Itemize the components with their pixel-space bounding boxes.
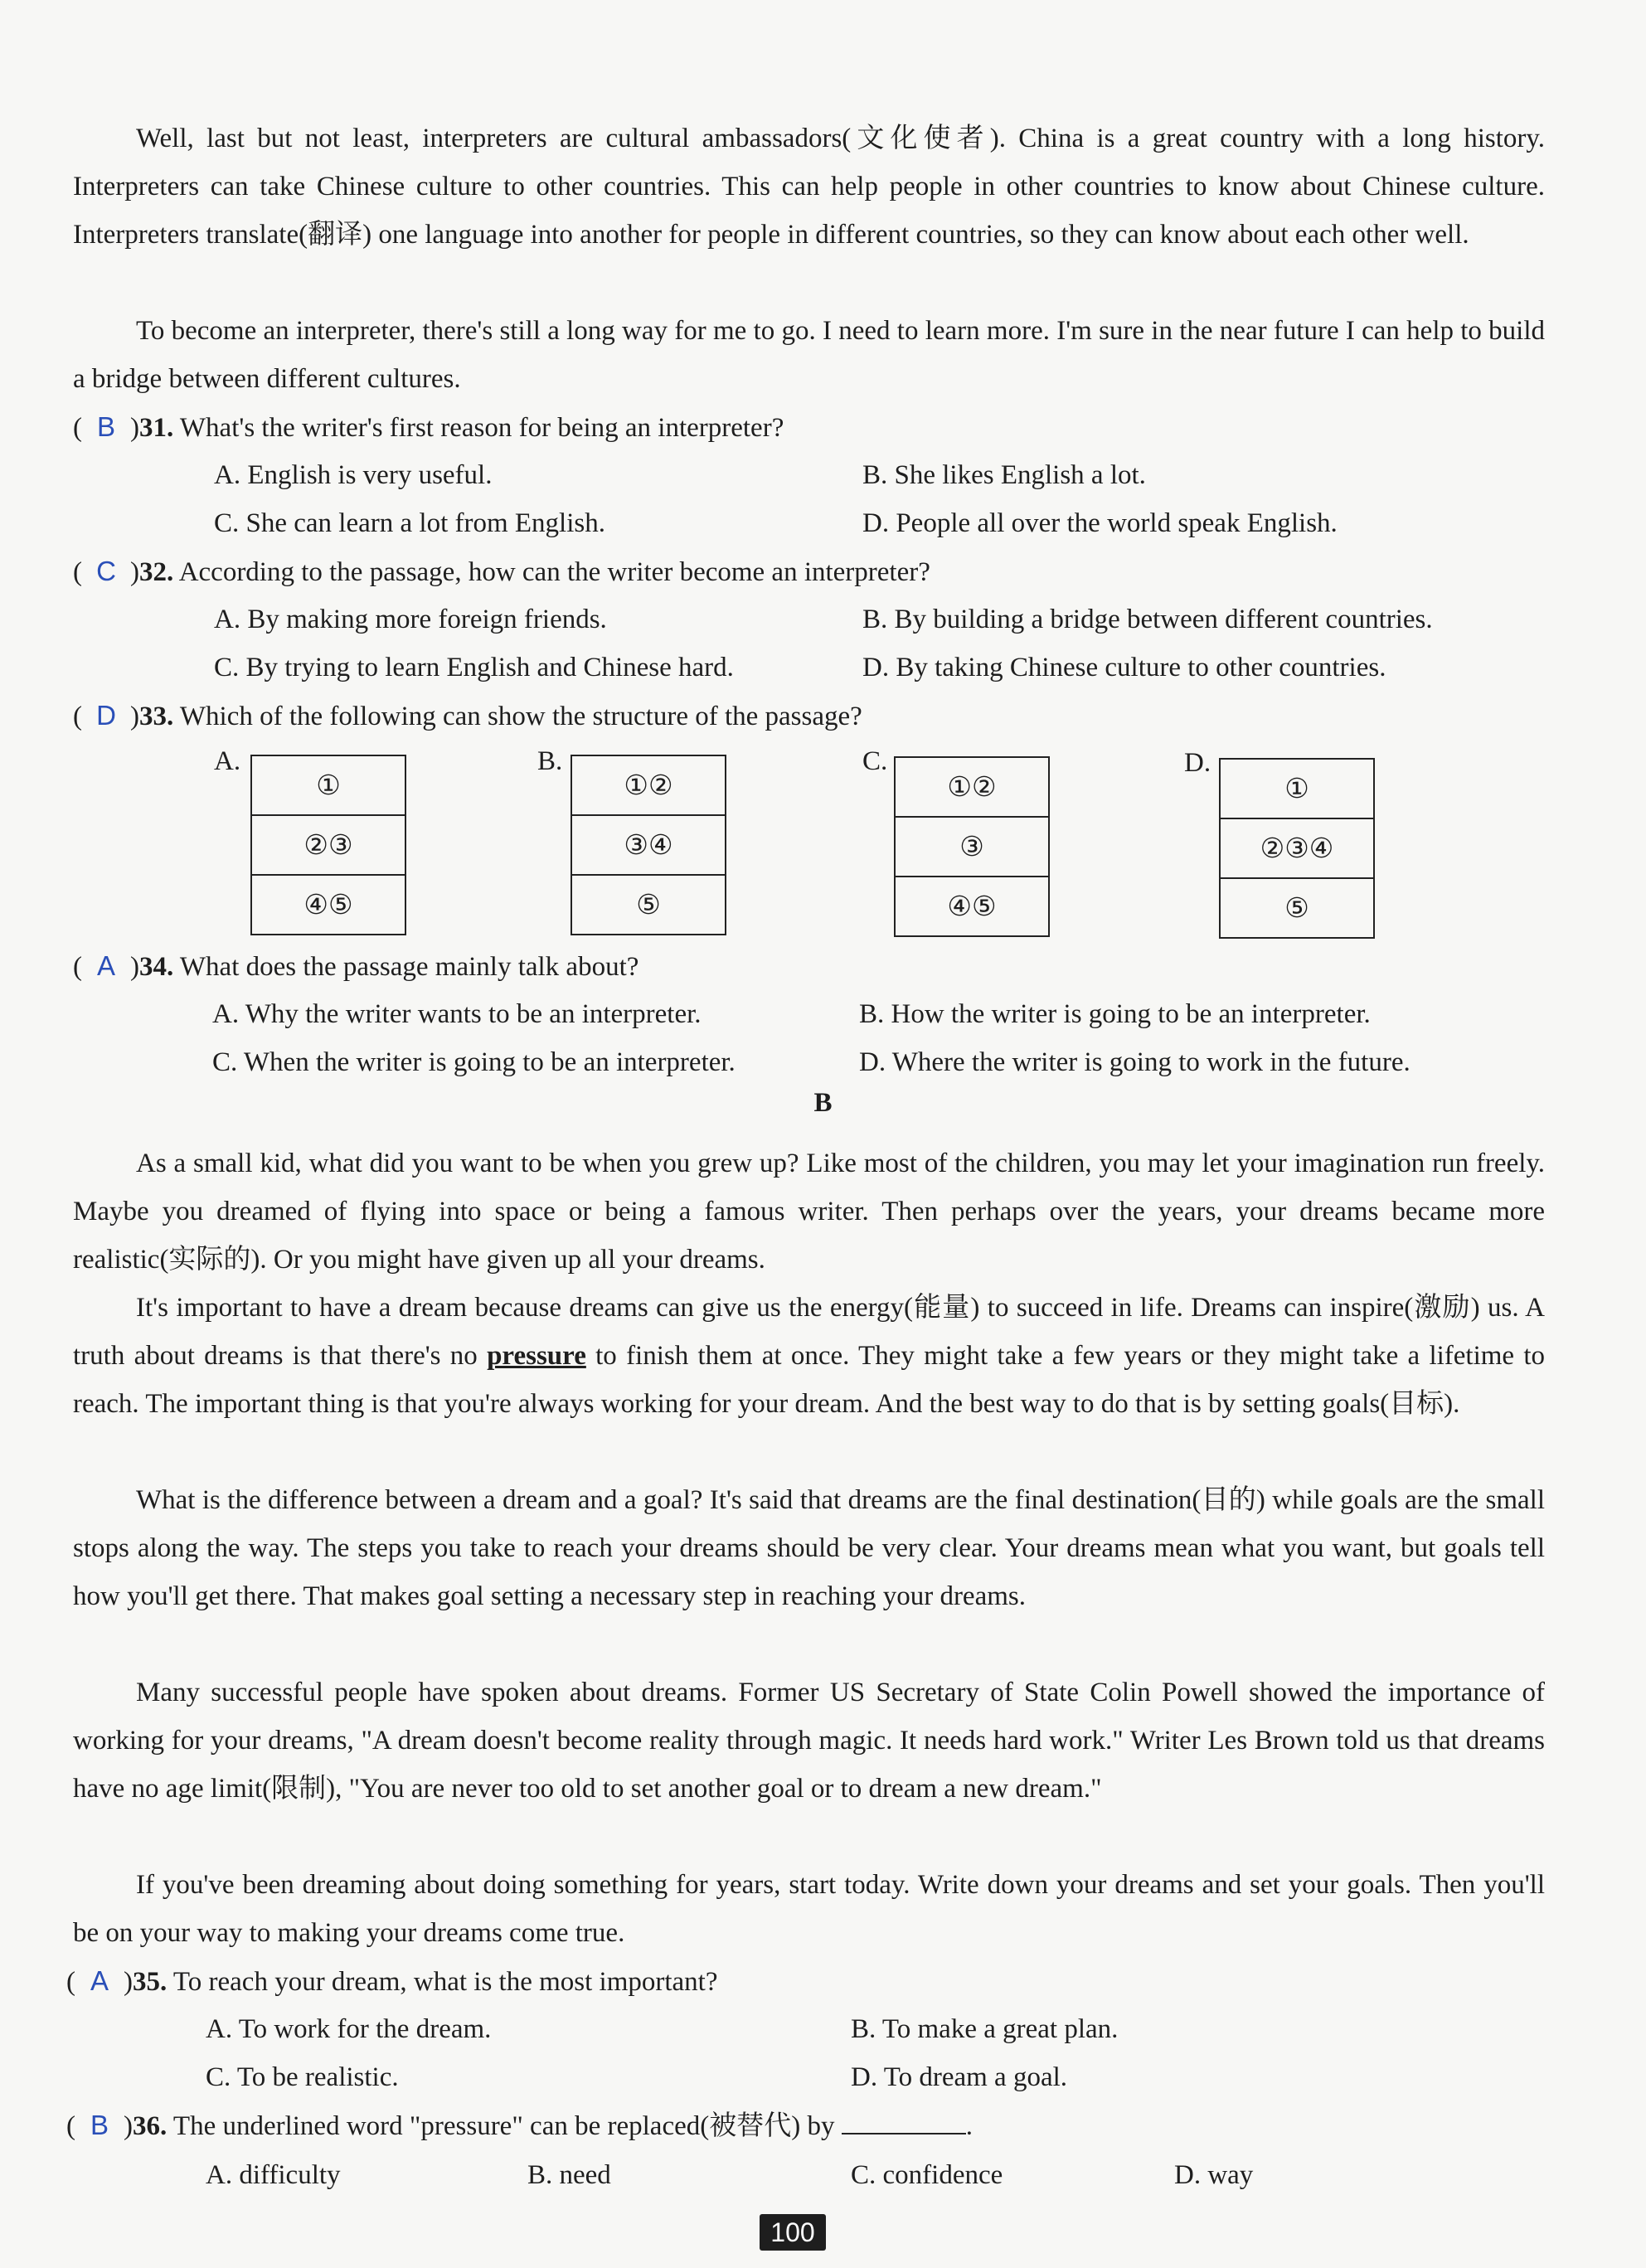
option-34-b: B. How the writer is going to be an interpreter. [859,999,1371,1029]
option-32-c: C. By trying to learn English and Chinese hard. [214,653,734,682]
structure-row: ⑤ [636,888,661,920]
answer-35: A [90,1965,109,1996]
answer-36: B [90,2110,109,2140]
option-35-b: B. To make a great plan. [851,2014,1119,2044]
question-32: ( C )32. According to the passage, how can the writer become an interpreter? [73,547,930,596]
question-31: ( B )31. What's the writer's first reason for being an interpreter? [73,403,784,452]
structure-row: ②③④ [1221,819,1373,879]
option-32-d: D. By taking Chinese culture to other countries. [862,653,1386,682]
passage-b-paragraph-5: If you've been dreaming about doing something for years, start today. Write down your dreams and set your goals. Then you'll be on your way to making your dreams come true. [73,1870,1545,1948]
option-34-c: C. When the writer is going to be an interpreter. [212,1047,736,1077]
section-heading: B [813,1088,833,1118]
option-31-c: C. She can learn a lot from English. [214,508,605,538]
option-36-a: A. difficulty [206,2160,341,2190]
question-35: ( A )35. To reach your dream, what is the most important? [66,1957,718,2006]
structure-row: ④⑤ [947,890,997,922]
structure-row: ④⑤ [303,888,353,920]
answer-32: C [96,556,116,586]
structure-b-label: B. [537,746,563,776]
passage-b-paragraph-2 [73,1284,1545,1428]
question-text: What's the writer's first reason for being an interpreter? [179,413,784,443]
question-number: 31. [139,413,174,443]
question-number: 33. [139,702,174,731]
option-31-b: B. She likes English a lot. [862,460,1146,490]
structure-row: ① [1221,760,1373,819]
question-number: 34. [139,952,174,982]
option-35-d: D. To dream a goal. [851,2062,1068,2092]
structure-c-label: C. [862,746,888,776]
structure-row: ⑤ [1284,891,1309,924]
question-text: What does the passage mainly talk about? [179,952,639,982]
structure-row: ① [252,756,405,816]
option-34-d: D. Where the writer is going to work in the future. [859,1047,1411,1077]
answer-blank [842,2108,966,2134]
structure-a-diagram [250,755,406,935]
structure-c-diagram [894,756,1050,937]
underlined-word: pressure [487,1341,586,1371]
option-36-b: B. need [527,2160,611,2190]
structure-row: ①② [896,758,1048,818]
paragraph-text: to finish them at once. They might take a few years or they might take a lifetime to reach. The important thing is that you're always working for your dream. And the best way to do that is by setting goals(目标). [73,1341,1546,1419]
passage-a-paragraph-2: To become an interpreter, there's still a long way for me to go. I need to learn more. I'm sure in the near future I can help to build a bridge between different cultures. [73,316,1545,394]
question-33: ( D )33. Which of the following can show the structure of the passage? [73,692,862,741]
answer-31: B [96,411,115,442]
structure-row: ③④ [572,816,725,876]
page-number: 100 [760,2214,826,2251]
structure-d-label: D. [1184,748,1211,778]
option-36-c: C. confidence [851,2160,1003,2190]
option-31-a: A. English is very useful. [214,460,493,490]
option-36-d: D. way [1174,2160,1254,2190]
passage-b-paragraph-1: As a small kid, what did you want to be when you grew up? Like most of the children, you may let your imagination run freely. Maybe you dreamed of flying into space or being a famous writer. Then perhaps over the years, your dreams became more realistic(实际的). Or you might have given up all your dreams. [73,1149,1545,1275]
question-text: The underlined word "pressure" can be replaced(被替代) by [172,2111,835,2141]
structure-row: ①② [572,756,725,816]
answer-33: D [96,700,116,731]
passage-a-paragraph-1: Well, last but not least, interpreters are cultural ambassadors(文化使者). China is a great country with a long history. Interpreters can take Chinese culture to other countries. This can help people in other countries to know about Chinese culture. Interpreters translate(翻译) one language into another for people in different countries, so they can know about each other well. [73,124,1545,250]
structure-a-label: A. [214,746,241,776]
question-36: ( B )36. The underlined word "pressure" can be replaced(被替代) by . [66,2101,973,2150]
structure-d-diagram [1219,758,1375,939]
question-text: Which of the following can show the structure of the passage? [179,702,862,731]
option-32-b: B. By building a bridge between different countries. [862,605,1433,634]
structure-row: ③ [896,818,1048,877]
paragraph-text: It's important to have a dream because dreams can give us the energy(能量) to succeed in life. Dreams can inspire(激励) us. A truth about dreams is that there's no [73,1293,1545,1371]
answer-34: A [96,950,115,981]
option-32-a: A. By making more foreign friends. [214,605,607,634]
question-number: 32. [139,557,174,587]
option-31-d: D. People all over the world speak English. [862,508,1338,538]
question-text: According to the passage, how can the writer become an interpreter? [178,557,930,587]
passage-b-paragraph-3: What is the difference between a dream and a goal? It's said that dreams are the final destination(目的) while goals are the small stops along the way. The steps you take to reach your dreams should be very clear. Your dreams mean what you want, but goals tell how you'll get there. That makes goal setting a necessary step in reaching your dreams. [73,1485,1545,1611]
passage-b-paragraph-4: Many successful people have spoken about dreams. Former US Secretary of State Colin Powell showed the importance of working for your dreams, "A dream doesn't become reality through magic. It needs hard work." Writer Les Brown told us that dreams have no age limit(限制), "You are never too old to set another goal or to dream a new dream." [73,1678,1545,1804]
question-34: ( A )34. What does the passage mainly talk about? [73,942,638,991]
question-text: To reach your dream, what is the most important? [172,1967,718,1997]
structure-b-diagram [571,755,726,935]
option-35-c: C. To be realistic. [206,2062,399,2092]
structure-row: ②③ [252,816,405,876]
question-number: 36. [133,2111,168,2141]
question-number: 35. [133,1967,168,1997]
option-35-a: A. To work for the dream. [206,2014,492,2044]
option-34-a: A. Why the writer wants to be an interpreter. [212,999,702,1029]
